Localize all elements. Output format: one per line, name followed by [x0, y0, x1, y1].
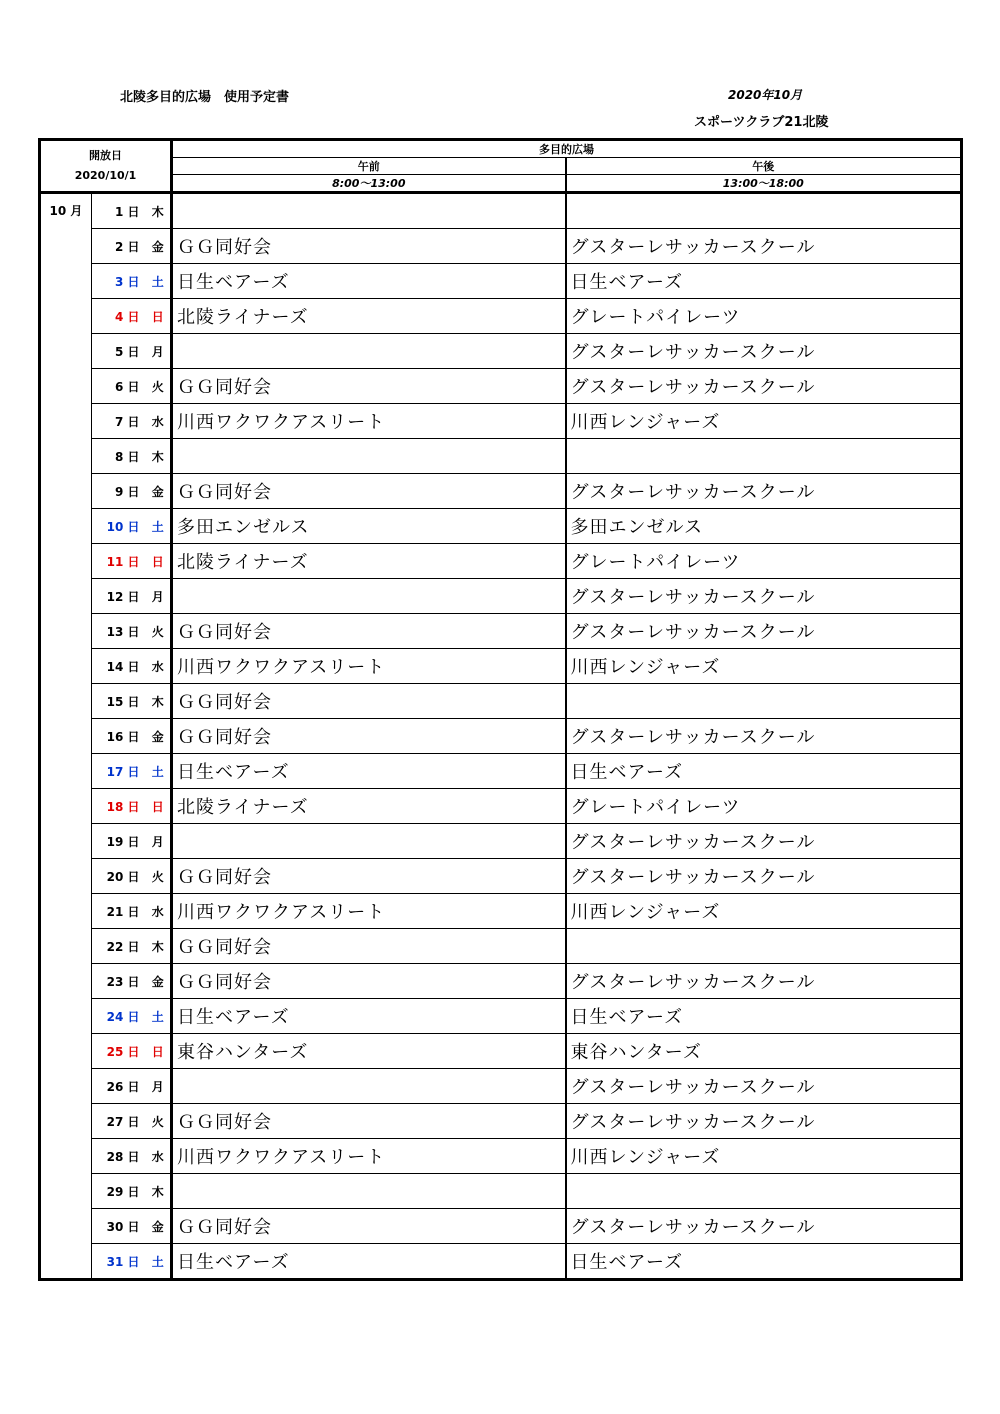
- pm-booking: グスターレサッカースクール: [566, 614, 962, 649]
- day-of-week: 日: [146, 299, 172, 334]
- day-of-week: 水: [146, 404, 172, 439]
- pm-booking: [566, 193, 962, 229]
- table-row: [40, 229, 962, 264]
- day-of-week: 火: [146, 1104, 172, 1139]
- am-booking: ＧＧ同好会: [172, 369, 566, 404]
- pm-booking: [566, 1174, 962, 1209]
- day-number: 26 日: [92, 1069, 146, 1104]
- table-row: [40, 754, 962, 789]
- day-number: 10 日: [92, 509, 146, 544]
- pm-booking: 川西レンジャーズ: [566, 649, 962, 684]
- am-booking: ＧＧ同好会: [172, 614, 566, 649]
- table-row: [40, 1069, 962, 1104]
- table-row: [40, 719, 962, 754]
- am-booking: 日生ベアーズ: [172, 999, 566, 1034]
- table-row: [40, 299, 962, 334]
- pm-booking: グスターレサッカースクール: [566, 719, 962, 754]
- day-number: 1 日: [92, 193, 146, 229]
- open-date-label: 開放日: [89, 149, 123, 162]
- day-of-week: 金: [146, 229, 172, 264]
- day-number: 23 日: [92, 964, 146, 999]
- pm-booking: 東谷ハンターズ: [566, 1034, 962, 1069]
- am-booking: ＧＧ同好会: [172, 474, 566, 509]
- day-number: 27 日: [92, 1104, 146, 1139]
- day-number: 4 日: [92, 299, 146, 334]
- day-of-week: 木: [146, 929, 172, 964]
- day-number: 24 日: [92, 999, 146, 1034]
- am-booking: [172, 824, 566, 859]
- day-number: 20 日: [92, 859, 146, 894]
- am-booking: [172, 334, 566, 369]
- day-number: 6 日: [92, 369, 146, 404]
- am-booking: ＧＧ同好会: [172, 964, 566, 999]
- am-booking: [172, 193, 566, 229]
- table-row: [40, 334, 962, 369]
- day-of-week: 月: [146, 334, 172, 369]
- table-row: [40, 1034, 962, 1069]
- open-date-header: [40, 140, 172, 193]
- table-row: [40, 193, 962, 229]
- table-row: [40, 544, 962, 579]
- am-booking: 川西ワクワクアスリート: [172, 1139, 566, 1174]
- header-row-time: [40, 175, 962, 193]
- day-of-week: 月: [146, 1069, 172, 1104]
- table-row: [40, 964, 962, 999]
- day-of-week: 金: [146, 964, 172, 999]
- document-title: 北陵多目的広場 使用予定書: [120, 90, 290, 105]
- pm-booking: 日生ベアーズ: [566, 264, 962, 299]
- day-number: 2 日: [92, 229, 146, 264]
- am-booking: ＧＧ同好会: [172, 929, 566, 964]
- am-booking: 北陵ライナーズ: [172, 299, 566, 334]
- am-booking: 川西ワクワクアスリート: [172, 404, 566, 439]
- day-of-week: 火: [146, 859, 172, 894]
- day-of-week: 金: [146, 474, 172, 509]
- day-number: 22 日: [92, 929, 146, 964]
- day-of-week: 日: [146, 544, 172, 579]
- header-row-venue: [40, 140, 962, 158]
- pm-booking: グスターレサッカースクール: [566, 229, 962, 264]
- am-booking: 東谷ハンターズ: [172, 1034, 566, 1069]
- table-row: [40, 684, 962, 719]
- day-number: 8 日: [92, 439, 146, 474]
- day-of-week: 木: [146, 439, 172, 474]
- day-of-week: 土: [146, 264, 172, 299]
- day-number: 7 日: [92, 404, 146, 439]
- table-row: [40, 1139, 962, 1174]
- day-number: 17 日: [92, 754, 146, 789]
- day-number: 30 日: [92, 1209, 146, 1244]
- pm-header: 午後: [566, 158, 962, 175]
- day-number: 19 日: [92, 824, 146, 859]
- table-row: [40, 614, 962, 649]
- am-booking: ＧＧ同好会: [172, 719, 566, 754]
- pm-booking: 日生ベアーズ: [566, 754, 962, 789]
- pm-time-header: 13:00～18:00: [566, 175, 962, 193]
- pm-booking: グレートパイレーツ: [566, 789, 962, 824]
- am-time-header: 8:00～13:00: [172, 175, 566, 193]
- schedule-table: [38, 138, 963, 1281]
- day-of-week: 木: [146, 193, 172, 229]
- table-row: [40, 789, 962, 824]
- pm-booking: 日生ベアーズ: [566, 999, 962, 1034]
- day-number: 3 日: [92, 264, 146, 299]
- day-number: 28 日: [92, 1139, 146, 1174]
- day-number: 11 日: [92, 544, 146, 579]
- day-of-week: 土: [146, 999, 172, 1034]
- pm-booking: グスターレサッカースクール: [566, 1104, 962, 1139]
- day-number: 12 日: [92, 579, 146, 614]
- am-booking: ＧＧ同好会: [172, 229, 566, 264]
- day-number: 29 日: [92, 1174, 146, 1209]
- day-of-week: 日: [146, 789, 172, 824]
- day-number: 13 日: [92, 614, 146, 649]
- table-row: [40, 999, 962, 1034]
- pm-booking: グレートパイレーツ: [566, 299, 962, 334]
- am-booking: 日生ベアーズ: [172, 1244, 566, 1280]
- table-row: [40, 649, 962, 684]
- am-booking: 北陵ライナーズ: [172, 544, 566, 579]
- am-booking: 北陵ライナーズ: [172, 789, 566, 824]
- table-row: [40, 929, 962, 964]
- pm-booking: グスターレサッカースクール: [566, 474, 962, 509]
- month-label: 10 月: [40, 193, 92, 1280]
- am-booking: ＧＧ同好会: [172, 1209, 566, 1244]
- table-row: [40, 509, 962, 544]
- table-row: [40, 1104, 962, 1139]
- table-row: [40, 439, 962, 474]
- day-of-week: 月: [146, 824, 172, 859]
- day-number: 9 日: [92, 474, 146, 509]
- day-number: 15 日: [92, 684, 146, 719]
- organization-name: スポーツクラブ21北陵: [694, 115, 829, 130]
- pm-booking: 川西レンジャーズ: [566, 404, 962, 439]
- day-of-week: 金: [146, 719, 172, 754]
- day-number: 21 日: [92, 894, 146, 929]
- day-of-week: 土: [146, 1244, 172, 1280]
- table-row: [40, 824, 962, 859]
- schedule-month: 2020年10月: [728, 88, 803, 102]
- table-row: [40, 579, 962, 614]
- day-number: 5 日: [92, 334, 146, 369]
- table-row: [40, 404, 962, 439]
- table-row: [40, 859, 962, 894]
- day-of-week: 月: [146, 579, 172, 614]
- day-of-week: 水: [146, 894, 172, 929]
- am-booking: [172, 439, 566, 474]
- am-booking: 川西ワクワクアスリート: [172, 649, 566, 684]
- day-of-week: 水: [146, 649, 172, 684]
- pm-booking: グスターレサッカースクール: [566, 824, 962, 859]
- pm-booking: グスターレサッカースクール: [566, 579, 962, 614]
- pm-booking: グスターレサッカースクール: [566, 369, 962, 404]
- am-booking: 川西ワクワクアスリート: [172, 894, 566, 929]
- am-booking: [172, 1069, 566, 1104]
- day-of-week: 金: [146, 1209, 172, 1244]
- day-of-week: 土: [146, 509, 172, 544]
- table-row: [40, 894, 962, 929]
- table-row: [40, 474, 962, 509]
- table-row: [40, 1174, 962, 1209]
- pm-booking: 日生ベアーズ: [566, 1244, 962, 1280]
- day-number: 31 日: [92, 1244, 146, 1280]
- pm-booking: 多田エンゼルス: [566, 509, 962, 544]
- table-row: [40, 369, 962, 404]
- am-booking: 多田エンゼルス: [172, 509, 566, 544]
- pm-booking: 川西レンジャーズ: [566, 894, 962, 929]
- day-of-week: 水: [146, 1139, 172, 1174]
- am-header: 午前: [172, 158, 566, 175]
- table-row: [40, 264, 962, 299]
- am-booking: [172, 579, 566, 614]
- pm-booking: グスターレサッカースクール: [566, 334, 962, 369]
- venue-header: 多目的広場: [172, 140, 962, 158]
- day-of-week: 木: [146, 684, 172, 719]
- day-of-week: 火: [146, 369, 172, 404]
- pm-booking: グスターレサッカースクール: [566, 964, 962, 999]
- am-booking: [172, 1174, 566, 1209]
- pm-booking: 川西レンジャーズ: [566, 1139, 962, 1174]
- pm-booking: グスターレサッカースクール: [566, 859, 962, 894]
- day-of-week: 火: [146, 614, 172, 649]
- header-row-period: [40, 158, 962, 175]
- am-booking: 日生ベアーズ: [172, 754, 566, 789]
- pm-booking: グスターレサッカースクール: [566, 1209, 962, 1244]
- day-number: 18 日: [92, 789, 146, 824]
- schedule-body: [40, 140, 962, 1280]
- day-number: 14 日: [92, 649, 146, 684]
- am-booking: ＧＧ同好会: [172, 859, 566, 894]
- day-number: 25 日: [92, 1034, 146, 1069]
- am-booking: 日生ベアーズ: [172, 264, 566, 299]
- am-booking: ＧＧ同好会: [172, 684, 566, 719]
- pm-booking: [566, 439, 962, 474]
- open-date-value: 2020/10/1: [74, 169, 137, 182]
- table-row: [40, 1244, 962, 1280]
- day-of-week: 日: [146, 1034, 172, 1069]
- day-number: 16 日: [92, 719, 146, 754]
- pm-booking: グレートパイレーツ: [566, 544, 962, 579]
- am-booking: ＧＧ同好会: [172, 1104, 566, 1139]
- pm-booking: グスターレサッカースクール: [566, 1069, 962, 1104]
- day-of-week: 木: [146, 1174, 172, 1209]
- pm-booking: [566, 929, 962, 964]
- pm-booking: [566, 684, 962, 719]
- table-row: [40, 1209, 962, 1244]
- day-of-week: 土: [146, 754, 172, 789]
